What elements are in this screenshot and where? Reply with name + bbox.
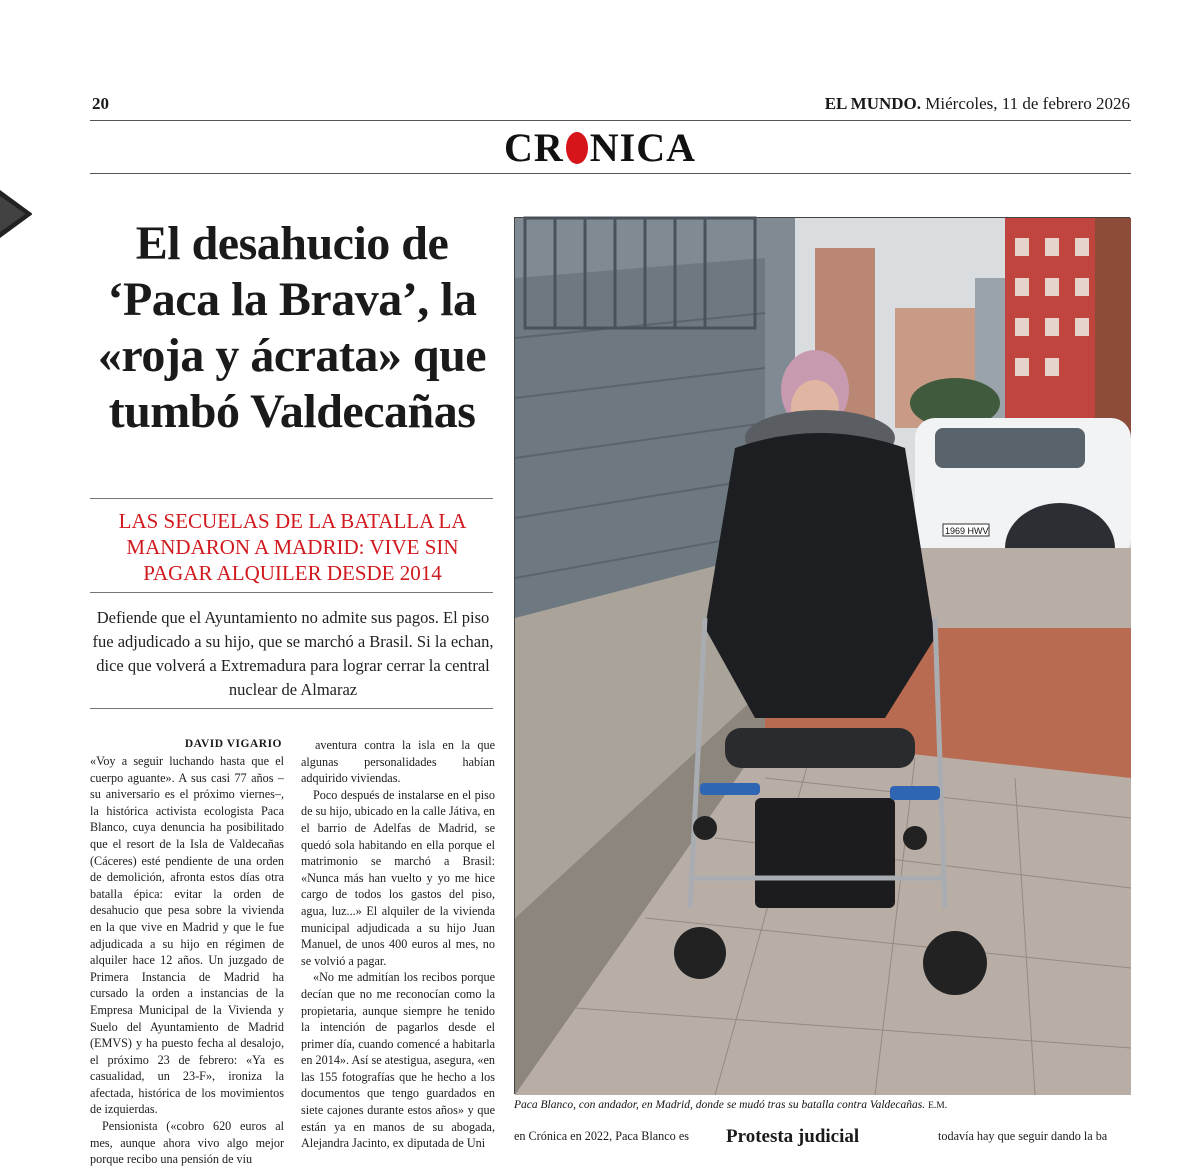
masthead: [825, 94, 1130, 114]
header-rule: [90, 120, 1131, 121]
license-plate: 1969 HWV: [945, 526, 989, 536]
article-lede: Defiende que el Ayuntamiento no admite sus pagos. El piso fue adjudicado a su hijo, que se marchó a Brasil. Si la echan, dice que volverá a Extremadura para lograr cerrar la central nuclear de Almaraz: [92, 608, 494, 699]
column-5-start: todavía hay que seguir dando la ba: [938, 1129, 1108, 1143]
page-number: 20: [92, 94, 109, 113]
paragraph: Poco después de instalarse en el piso de su hijo, ubicado en la calle Játiva, en el barrio de Adelfas de Madrid, se quedó sola habitando en ella porque el matrimonio se marchó a Brasil: «Nunca más han vuelto y yo me hice cargo de todos los gastos del piso, agua, luz...» El alquiler de la vivienda municipal adjudicada a su hijo Juan Manuel, de unos 400 euros al mes, no se volvió a pagar.: [301, 787, 495, 968]
paragraph: Pensionista («cobro 620 euros al mes, aunque ahora vivo algo mejor porque recibo una pensión de viu: [90, 1119, 284, 1167]
subhead-rule-top: [90, 498, 493, 499]
article-headline: El desahucio de ‘Paca la Brava’, la «roja y ácrata» que tumbó Valdecañas: [97, 217, 487, 438]
paragraph: aventura contra la isla en la que algunas personalidades habían adquirido viviendas.: [301, 738, 495, 786]
photo-credit: E.M.: [928, 1101, 948, 1111]
section-logo-o-icon: [566, 132, 588, 164]
byline: DAVID VIGARIO: [184, 738, 282, 750]
column-3-start: en Crónica en 2022, Paca Blanco es: [514, 1129, 689, 1143]
article-photo: [514, 217, 1130, 1094]
issue-date: Miércoles, 11 de febrero 2026: [925, 94, 1130, 113]
body-column-2: [301, 737, 495, 1151]
article-subheadline: LAS SECUELAS DE LA BATALLA LA MANDARON A MADRID: VIVE SIN PAGAR ALQUILER DESDE 2014: [118, 509, 467, 585]
lede-rule: [90, 708, 493, 709]
subhead-rule-bottom: [90, 592, 493, 593]
paragraph: «No me admitían los recibos porque decían que no me reconocían como la propietaria, aunque siempre he tenido la intención de pagarlos desde el primer día, cuando comencé a habitarla en 2014». Así se atestigua, asegura, «en las 155 fotografías que he hecho a los documentos que tengo guardados en siete cajones durante estos años» y que están ya en manos de su abogada, Alejandra Jacinto, ex diputada de Uni: [301, 970, 495, 1151]
newspaper-name: EL MUNDO.: [824, 94, 922, 113]
body-column-1: [90, 753, 284, 1167]
intertitle: Protesta judicial: [726, 1126, 860, 1147]
page-turn-arrow-icon[interactable]: [0, 186, 40, 242]
section-title: CR NICA: [503, 125, 696, 170]
photo-caption: Paca Blanco, con andador, en Madrid, donde se mudó tras su batalla contra Valdecañas. E.M.: [514, 1099, 948, 1111]
paragraph: «Voy a seguir luchando hasta que el cuerpo aguante». A sus casi 77 años –su aniversario es el próximo viernes–, la histórica activista ecologista Paca Blanco, cuya denuncia ha posibilitado que el resort de la Isla de Valdecañas (Cáceres) esté pendiente de una orden de demolición, afronta estos días otra batalla épica: evitar la orden de desahucio que pesa sobre la vivienda en la que vive en Madrid y que le fue adjudicada a su hijo en régimen de alquiler hace 12 años. Un juzgado de Primera Instancia de Madrid ha cursado la orden a instancias de la Empresa Municipal de la Vivienda y Suelo del Ayuntamiento de Madrid (EMVS) y ha puesto fecha al desalojo, el próximo 23 de febrero: «Ya es casualidad, un 23-F», ironiza la afectada, histórica de los movimientos de izquierdas.: [90, 754, 284, 1117]
section-rule: [90, 173, 1131, 174]
